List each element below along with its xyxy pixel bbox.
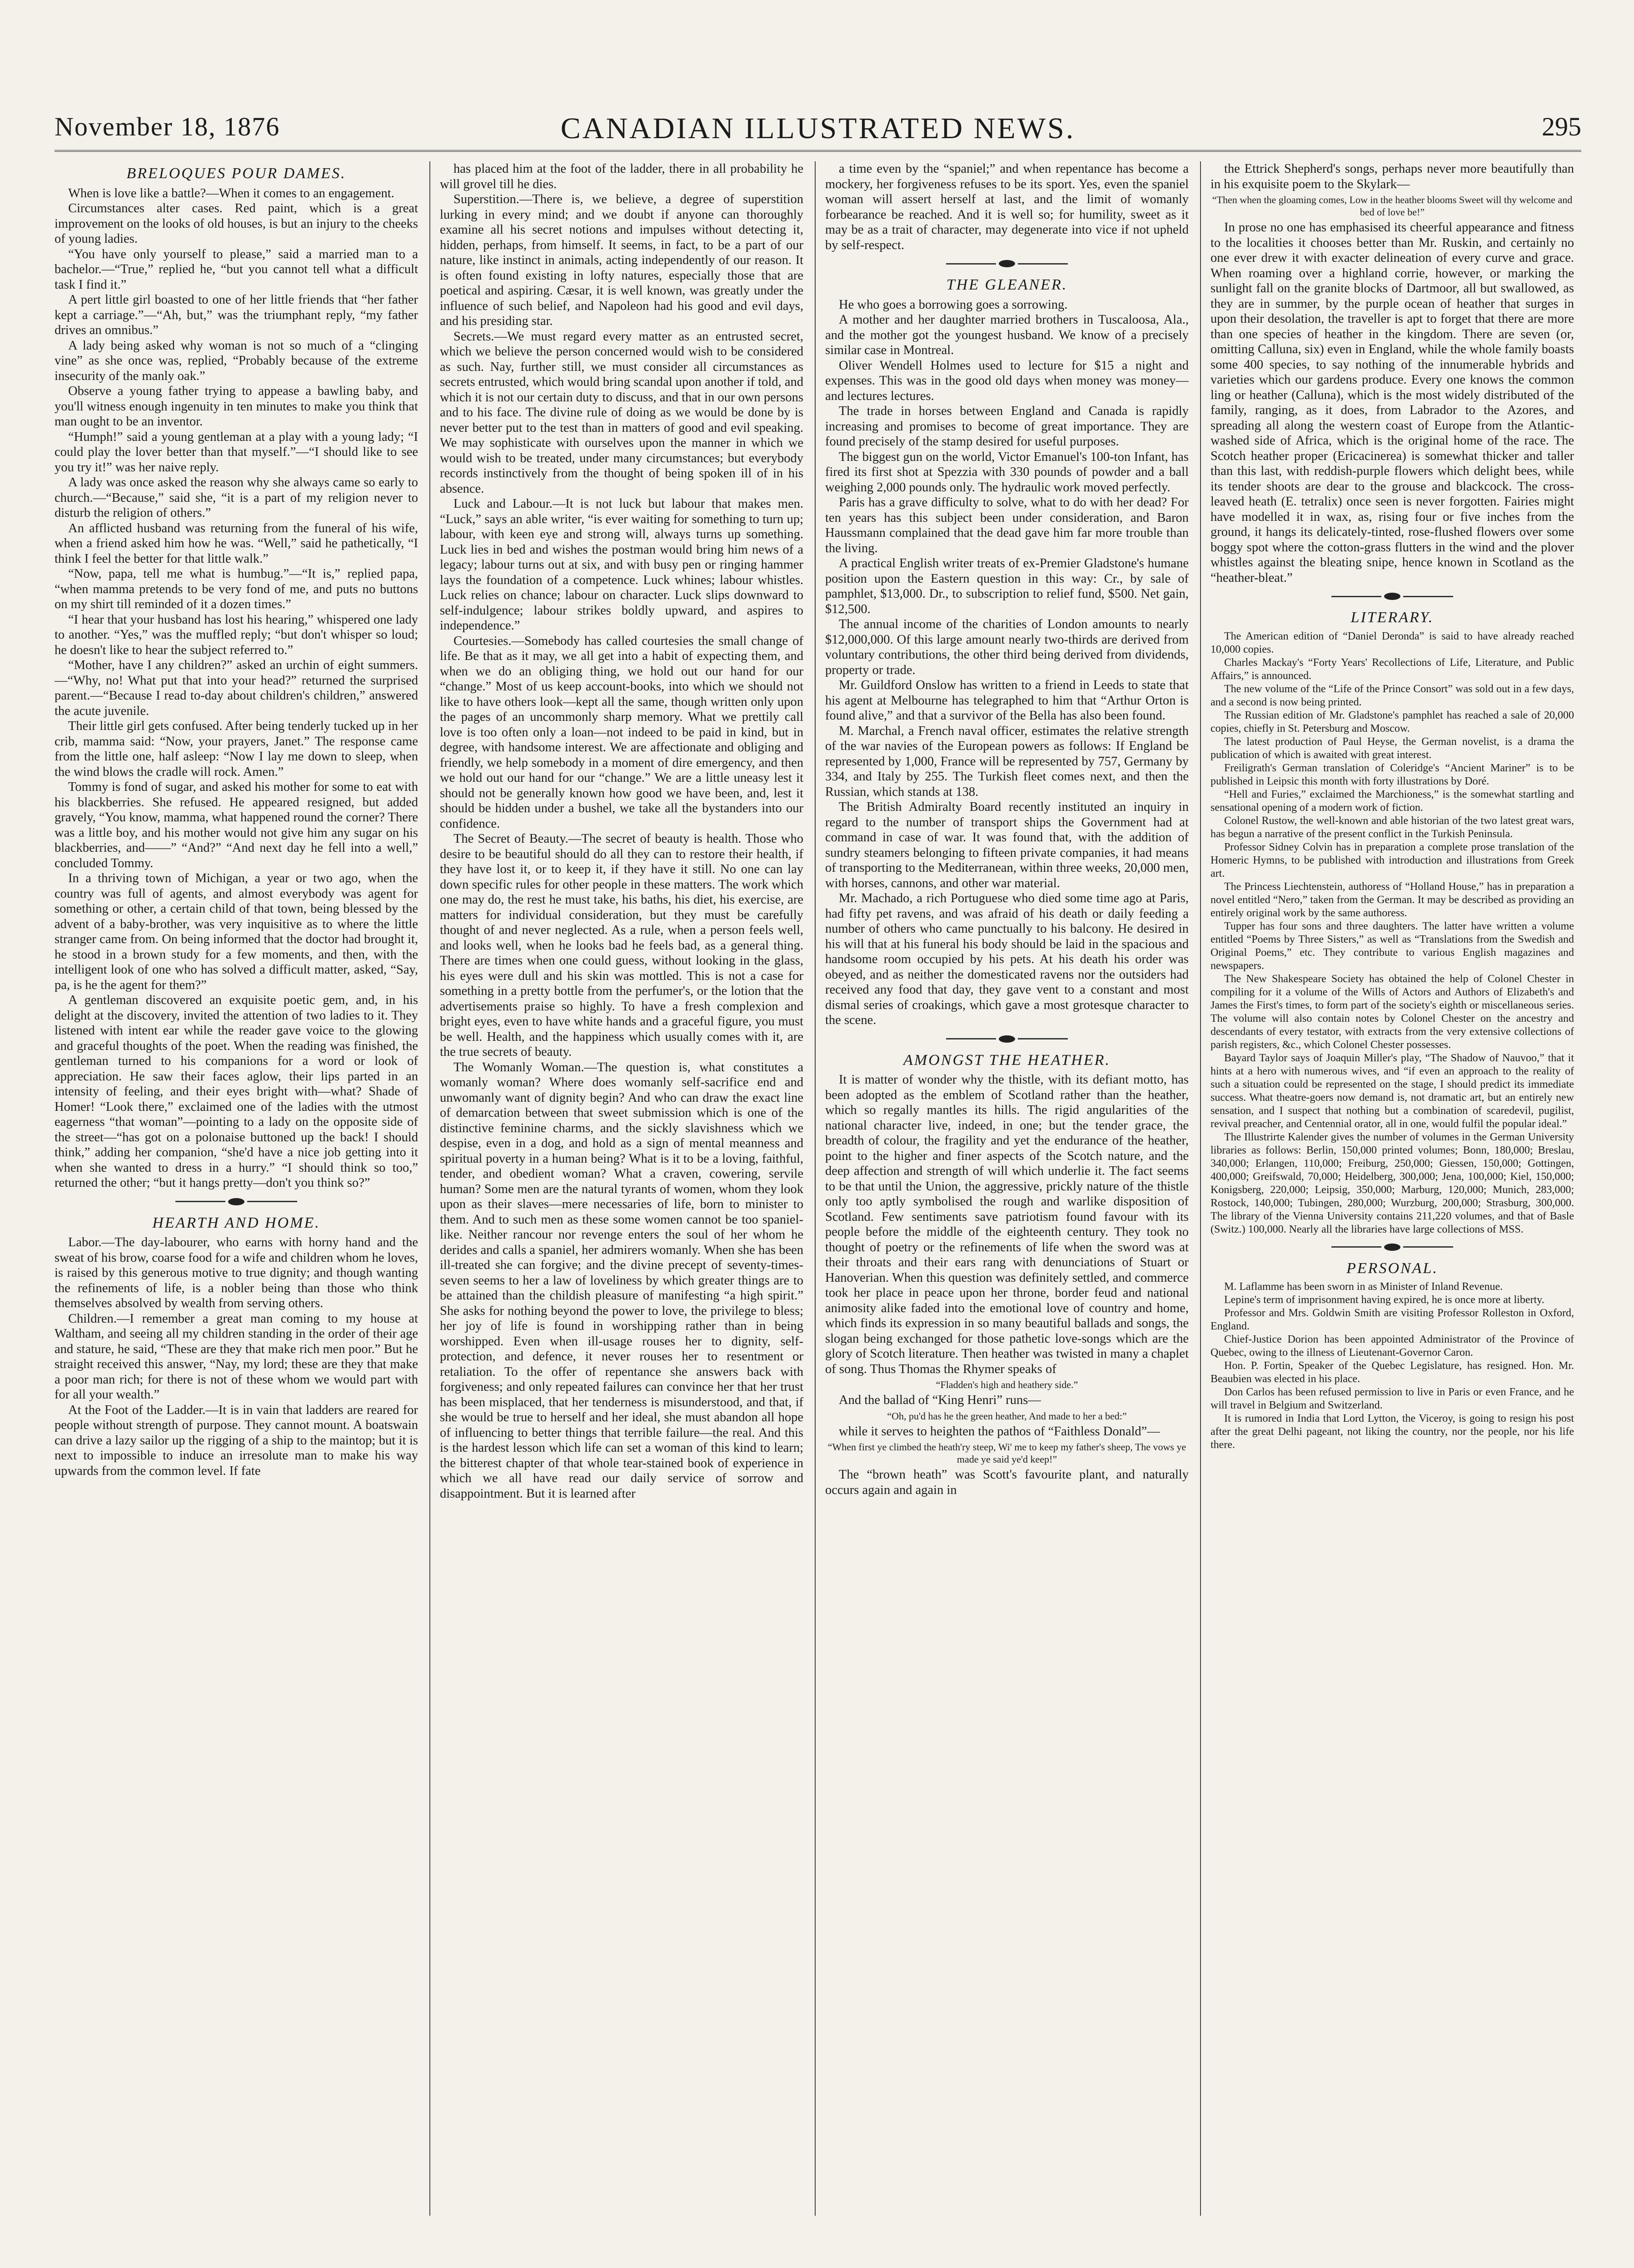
section-divider-ornament	[825, 260, 1189, 267]
paragraph: The Illustrirte Kalender gives the number of volumes in the German University libraries as follows: Berlin, 150,000 printed volumes; Bonn, 180,000; Breslau, 340,000; Erlangen, 110,000; Freiburg, 250,000; Giessen, 150,000; Gottingen, 400,000; Greifswald, 70,000; Heidelberg, 300,000; Jena, 100,000; Kiel, 150,000; Konigsberg, 220,000; Leipsig, 350,000; Marburg, 120,000; Munich, 283,000; Rostock, 140,000; Tubingen, 280,000; Wurzburg, 200,000; Strasburg, 300,000. The library of the Vienna University contains 211,220 volumes, and that of Basle (Switz.) 100,000. Nearly all the libraries have large collections of MSS.	[1211, 1131, 1574, 1235]
section-divider-ornament	[1211, 593, 1574, 600]
column-rule	[429, 161, 430, 2216]
paragraph: At the Foot of the Ladder.—It is in vain that ladders are reared for people without strength of purpose. They cannot mount. A boatswain can drive a lazy sailor up the rigging of a ship to the maintop; but it is next to impossible to induce an irresolute man to make his way upwards from the common level. If fate	[55, 1403, 418, 1478]
paragraph: Secrets.—We must regard every matter as an entrusted secret, which we believe the person concerned would wish to be considered as such. Nay, further still, we must consider all circumstances as secrets entrusted, which would bring scandal upon another if told, and which it is not our certain duty to discuss, and that in our own persons and to his face. The divine rule of doing as we would be done by is never better put to the test than in matters of good and evil speaking. We may sophisticate with ourselves upon the manner in which we would wish to be treated, under many circumstances; but everybody records instinctively from the thought of being spoken ill of in his absence.	[440, 329, 803, 496]
paragraph: It is rumored in India that Lord Lytton, the Viceroy, is going to resign his post after the great Delhi pageant, not liking the country, nor the people, nor his life there.	[1211, 1413, 1574, 1451]
paragraph: The Princess Liechtenstein, authoress of “Holland House,” has in preparation a novel entitled “Nero,” taken from the German. It may be described as providing an entirely original work by the same authoress.	[1211, 880, 1574, 919]
masthead-title: CANADIAN ILLUSTRATED NEWS.	[560, 112, 1076, 145]
paragraph: The new volume of the “Life of the Prince Consort” was sold out in a few days, and a second is now being printed.	[1211, 683, 1574, 708]
paragraph: The Russian edition of Mr. Gladstone's pamphlet has reached a sale of 20,000 copies, chiefly in St. Petersburg and Moscow.	[1211, 709, 1574, 734]
personal-body	[1211, 1280, 1574, 1452]
paragraph: Don Carlos has been refused permission to live in Paris or even France, and he will travel in Belgium and Switzerland.	[1211, 1386, 1574, 1411]
page-header	[55, 107, 1581, 148]
paragraph: Superstition.—There is, we believe, a degree of superstition lurking in every mind; and we doubt if anyone can thoroughly examine all his secret notions and impulses without detecting it, hidden, perhaps, from himself. It seems, in fact, to be a part of our nature, like instinct in animals, acting independently of our reason. It is often found existing in lofty natures, especially those that are poetical and aspiring. Cæsar, it is well known, was greatly under the influence of such belief, and Napoleon had his good and evil days, and his presiding star.	[440, 192, 803, 328]
paragraph: Luck and Labour.—It is not luck but labour that makes men. “Luck,” says an able writer, “is ever waiting for something to turn up; labour, with keen eye and strong will, always turns up something. Luck lies in bed and wishes the postman would bring him news of a legacy; labour turns out at six, and with busy pen or ringing hammer lays the foundation of a competence. Luck whines; labour whistles. Luck relies on chance; labour on character. Luck slips downward to self-indulgence; labour strikes boldly upward, and aspires to independence.”	[440, 497, 803, 633]
column-rule	[815, 161, 816, 2216]
paragraph: Charles Mackay's “Forty Years' Recollections of Life, Literature, and Public Affairs,” is announced.	[1211, 656, 1574, 682]
verse-quote: “Oh, pu'd has he the green heather, And made to her a bed:”	[887, 1410, 1127, 1422]
paragraph: a time even by the “spaniel;” and when repentance has become a mockery, her forgiveness refuses to be its sport. Yes, even the spaniel woman will assert herself at last, and the limit of womanly forbearance be reached. And it is well so; for humility, sweet as it may be as a trait of character, may degenerate into vice if not upheld by self-respect.	[825, 162, 1189, 252]
paragraph: Tommy is fond of sugar, and asked his mother for some to eat with his blackberries. She refused. He appeared resigned, but added gravely, “You know, mamma, what happened round the corner? There was a little boy, and his mother would not give him any sugar on his blackberries, and——” “And?” “And next day he fell into a well,” concluded Tommy.	[55, 780, 418, 870]
paragraph: Tupper has four sons and three daughters. The latter have written a volume entitled “Poems by Three Sisters,” as well as “Translations from the Swedish and Original Poems,” etc. They contribute to various English magazines and newspapers.	[1211, 920, 1574, 972]
column-rule	[1200, 161, 1201, 2216]
paragraph: Oliver Wendell Holmes used to lecture for $15 a night and expenses. This was in the good old days when money was money—and lectures lectures.	[825, 358, 1189, 403]
paragraph: Freiligrath's German translation of Coleridge's “Ancient Mariner” is to be published in Leipsic this month with forty illustrations by Doré.	[1211, 762, 1574, 787]
section-divider-ornament	[825, 1035, 1189, 1043]
paragraph: The latest production of Paul Heyse, the German novelist, is a drama the publication of which is awaited with great interest.	[1211, 735, 1574, 761]
paragraph: A lady was once asked the reason why she always came so early to church.—“Because,” said she, “it is a part of my religion never to disturb the religion of others.”	[55, 475, 418, 520]
paragraph: When is love like a battle?—When it comes to an engagement.	[68, 186, 394, 200]
paragraph: Mr. Machado, a rich Portuguese who died some time ago at Paris, had fifty pet ravens, and was afraid of his death or daily feeding a number of others who came punctually to his balcony. He desired in his will that at his funeral his body should be laid in the spacious and handsome room occupied by his pets. At his death his order was obeyed, and as neither the domesticated ravens nor the outsiders had received any food that day, they gave vent to a constant and most dismal series of croakings, which gave a most grotesque character to the scene.	[825, 891, 1189, 1027]
paragraph: An afflicted husband was returning from the funeral of his wife, when a friend asked him how he was. “Well,” said he pathetically, “I think I feel the better for that little walk.”	[55, 521, 418, 566]
paragraph: A pert little girl boasted to one of her little friends that “her father kept a carriage.”—“Ah, but,” was the triumphant reply, “my father drives an omnibus.”	[55, 293, 418, 337]
page-number: 295	[1542, 112, 1581, 141]
issue-date: November 18, 1876	[55, 112, 280, 141]
paragraph: Mr. Guildford Onslow has written to a friend in Leeds to state that his agent at Melbourne has telegraphed to him that “Arthur Orton is found alive,” and that a survivor of the Bella has also been found.	[825, 678, 1189, 723]
paragraph: M. Laflamme has been sworn in as Minister of Inland Revenue.	[1224, 1281, 1503, 1293]
section-title-heather: AMONGST THE HEATHER.	[903, 1051, 1111, 1069]
section-title-literary: LITERARY.	[1350, 609, 1434, 626]
section-title-hearth-and-home: HEARTH AND HOME.	[152, 1214, 320, 1231]
section-title-personal: PERSONAL.	[1346, 1259, 1438, 1277]
section-title-breloques: BRELOQUES POUR DAMES.	[126, 165, 346, 182]
paragraph: “Humph!” said a young gentleman at a play with a young lady; “I could play the lover better than that myself.”—“I should like to see you try it!” was her naive reply.	[55, 430, 418, 475]
paragraph: A mother and her daughter married brothers in Tuscaloosa, Ala., and the mother got the youngest husband. We know of a precisely similar case in Montreal.	[825, 313, 1189, 357]
paragraph: A gentleman discovered an exquisite poetic gem, and, in his delight at the discovery, invited the attention of two ladies to it. They listened with intent ear while the reader gave voice to the glowing and graceful thoughts of the poet. When the reading was finished, the gentleman turned to his companions for a word or look of appreciation. He saw their faces aglow, their lips parted in an intensity of feeling, and their eyes bright with—what? Shade of Homer! “Look there,” exclaimed one of the ladies with the utmost eagerness “that woman”—pointing to a lady on the opposite side of the street—“has got on a polonaise buttoned up the back! I should think,” adding her companion, “she'd have a nice job getting into it when she wanted to dress in a hurry.” “I should think so too,” returned the other; “but it hangs pretty—don't you think so?”	[55, 993, 418, 1190]
paragraph: has placed him at the foot of the ladder, there in all probability he will grovel till he dies.	[440, 162, 803, 191]
paragraph: The Womanly Woman.—The question is, what constitutes a womanly woman? Where does womanly self-sacrifice end and unwomanly want of dignity begin? And who can draw the exact line of demarcation between that sweet submission which is one of the distinctive feminine charms, and the sickly slavishness which we despise, even in a dog, and hold as a sign of mental meanness and spiritual poverty in a human being? What is it to be a loving, faithful, tender, and obedient woman? What a craven, cowering, servile human? Some men are the natural tyrants of women, whom they look upon as their slaves—mere necessaries of life, born to minister to them. And to such men as these some women cannot be too spaniel-like. Neither rancour nor revenge enters the soul of her whom he derides and calls a spaniel, her admirers womanly. When she has been ill-treated she can forgive; and the divine precept of seventy-times-seven seems to her a law of loveliness by which greater things are to be attained than the childish pleasure of manifesting “a high spirit.” She asks for nothing beyond the power to love, the privilege to bless; her joy of life is found in worshipping rather than in being worshipped. Even when ill-usage rouses her to dignity, self-protection, and defence, it never rouses her to resentment or retaliation. To the offer of repentance she answers back with forgiveness; and only repeated failures can convince her that her trust has been misplaced, that her tenderness is misunderstood, and that, if she would be true to herself and her ideal, she must abandon all hope of influencing to better things that terrible failure—the real. And this is the hardest lesson which life can set a woman of this kind to learn; the bitterest chapter of that whole tear-stained book of experience in which we all have read our daily service of sorrow and disappointment. But it is learned after	[440, 1060, 803, 1501]
paragraph: Colonel Rustow, the well-known and able historian of the two latest great wars, has begun a narrative of the present conflict in the Turkish Peninsula.	[1211, 814, 1574, 840]
paragraph: The annual income of the charities of London amounts to nearly $12,000,000. Of this large amount nearly two-thirds are derived from voluntary contributions, the other third being derived from dividends, property or trade.	[825, 617, 1189, 677]
paragraph: Labor.—The day-labourer, who earns with horny hand and the sweat of his brow, coarse food for a wife and children whom he loves, is raised by this generous motive to true dignity; and though wanting the refinements of life, is a nobler being than those who think themselves absolved by wealth from serving others.	[55, 1235, 418, 1310]
paragraph: Hon. P. Fortin, Speaker of the Quebec Legislature, has resigned. Hon. Mr. Beaubien was elected in his place.	[1211, 1360, 1574, 1385]
paragraph: “Now, papa, tell me what is humbug.”—“It is,” replied papa, “when mamma pretends to be very fond of me, and puts no buttons on my shirt till reminded of it a dozen times.”	[55, 567, 418, 611]
paragraph: The biggest gun on the world, Victor Emanuel's 100-ton Infant, has fired its first shot at Spezzia with 330 pounds of powder and a ball weighing 2,000 pounds only. The hydraulic work moved perfectly.	[825, 450, 1189, 495]
column-2	[440, 161, 803, 2216]
paragraph: The “brown heath” was Scott's favourite plant, and naturally occurs again and again in	[825, 1468, 1189, 1497]
paragraph: Bayard Taylor says of Joaquin Miller's play, “The Shadow of Nauvoo,” that it hints at a hero with numerous wives, and “if even an approach to the reality of such a situation could be represented on the stage, I should predict its immediate success. What theatre-goers now demand is, not dramatic art, but an entirely new sensation, and I suspect that nothing but a combination of scaredevil, pugilist, revival preacher, and Centennial orator, all in one, would fulfil the popular ideal.”	[1211, 1052, 1574, 1130]
paragraph: “Hell and Furies,” exclaimed the Marchioness,” is the somewhat startling and sensational opening of a modern work of fiction.	[1211, 788, 1574, 814]
paragraph: Observe a young father trying to appease a bawling baby, and you'll witness enough ingenuity in ten minutes to make you think that man ought to be an inventor.	[55, 384, 418, 429]
paragraph: Children.—I remember a great man coming to my house at Waltham, and seeing all my children standing in the order of their age and stature, he said, “These are they that make rich men poor.” But he straight received this answer, “Nay, my lord; these are they that make a poor man rich; for there is not of these whom we would part with for all your wealth.”	[55, 1311, 418, 1402]
paragraph: And the ballad of “King Henri” runs—	[839, 1393, 1041, 1407]
hearth-body	[55, 1235, 418, 1479]
paragraph: Circumstances alter cases. Red paint, which is a great improvement on the looks of old houses, is but an injury to the cheeks of young ladies.	[55, 201, 418, 246]
paragraph: Lepine's term of imprisonment having expired, he is once more at liberty.	[1224, 1294, 1544, 1306]
paragraph: The American edition of “Daniel Deronda” is said to have already reached 10,000 copies.	[1211, 630, 1574, 655]
paragraph: Chief-Justice Dorion has been appointed Administrator of the Province of Quebec, owing to the illness of Lieutenant-Governor Caron.	[1211, 1334, 1574, 1359]
breloques-body	[55, 186, 418, 1191]
verse-quote: “When first ye climbed the heath'ry steep, Wi' me to keep my father's sheep, The vows ye made ye said ye'd keep!”	[827, 1441, 1186, 1465]
paragraph: The British Admiralty Board recently instituted an inquiry in regard to the number of transport ships the Government had at command in case of war. It was found that, with the addition of sundry steamers belonging to fifteen private companies, it had means of transporting to the Mediterranean, within three weeks, 20,000 men, with horses, cannons, and other war material.	[825, 800, 1189, 890]
column-3	[825, 161, 1189, 2216]
paragraph: In prose no one has emphasised its cheerful appearance and fitness to the localities it chooses better than Mr. Ruskin, and certainly no one ever drew it with exacter delineation of every curve and grace. When roaming over a highland corrie, however, or marking the sunlight fall on the granite blocks of Dartmoor, all but swallowed, as they are in summer, by the purple ocean of heather that surges in upon their desolation, the traveller is apt to forget that there are more than one species of heather in the kingdom. There are seven (or, omitting Calluna, six) even in England, while the whole family boasts some 400 species, to say nothing of the innumerable hybrids and varieties which our gardens produce. Every one knows the common ling or heather (Calluna), which is the most widely distributed of the family, ranging, as it does, from Labrador to the Azores, and spreading all along the western coast of Europe from the Atlantic-washed side of Africa, which is the original home of the race. The Scotch heather proper (Ericacinerea) is somewhat thicker and taller than this last, with reddish-purple flowers which delight bees, while its tender shoots are dear to the grouse and blackcock. The cross-leaved heath (E. tetralix) once seen is never forgotten. Fairies might have modelled it in wax, as, rising four or five inches from the ground, it hangs its delicately-tinted, rose-flushed flowers over some boggy spot where the cotton-grass flutters in the wind and the plover whistles against the bleating snipe, hence known in Scotland as the “heather-bleat.”	[1211, 220, 1574, 585]
paragraph: “You have only yourself to please,” said a married man to a bachelor.—“True,” replied he, “but you cannot tell what a difficult task I find it.”	[55, 247, 418, 292]
paragraph: A lady being asked why woman is not so much of a “clinging vine” as she once was, replied, “Probably because of the extreme insecurity of the manly oak.”	[55, 338, 418, 383]
paragraph: Their little girl gets confused. After being tenderly tucked up in her crib, mamma said: “Now, your prayers, Janet.” The response came from the little one, half asleep: “Now I lay me down to sleep, when the wind blows the cradle will rock. Amen.”	[55, 719, 418, 779]
literary-body	[1211, 630, 1574, 1236]
column-4	[1211, 161, 1574, 2216]
paragraph: Professor Sidney Colvin has in preparation a complete prose translation of the Homeric Hymns, to be published with introduction and illustrations from Greek art.	[1211, 841, 1574, 879]
paragraph: Professor and Mrs. Goldwin Smith are visiting Professor Rolleston in Oxford, England.	[1211, 1307, 1574, 1332]
section-title-gleaner: THE GLEANER.	[946, 276, 1068, 293]
paragraph: the Ettrick Shepherd's songs, perhaps never more beautifully than in his exquisite poem to the Skylark—	[1211, 162, 1574, 191]
paragraph: The Secret of Beauty.—The secret of beauty is health. Those who desire to be beautiful should do all they can to restore their health, if they have lost it, or to keep it, if they have it still. No one can lay down specific rules for other people in these matters. The work which one may do, the rest he must take, his baths, his diet, his exercise, are matters for individual consideration, but they must be carefully thought of and never neglected. As a rule, when a person feels well, and looks well, when he looks bad he feels bad, as a general thing. There are times when one could guess, without looking in the glass, his eyes were dull and his skin was mottled. This is not a case for something in a pretty bottle from the perfumer's, or the lotion that the advertisements praise so highly. To have a fresh complexion and bright eyes, even to have white hands and a graceful figure, you must be well. Health, and the happiness which usually comes with it, are the true secrets of beauty.	[440, 832, 803, 1059]
paragraph: The trade in horses between England and Canada is rapidly increasing and promises to become of great importance. They are found precisely of the stamp desired for useful purposes.	[825, 404, 1189, 449]
paragraph: In a thriving town of Michigan, a year or two ago, when the country was full of agents, and almost everybody was agent for something or other, a certain child of that town, being blessed by the advent of a baby-brother, was very inquisitive as to where the little stranger came from. On being informed that the doctor had brought it, he stood in a brown study for a few moments, and then, with the intelligent look of one who has solved a difficult matter, asked, “Say, pa, is he the agent for them?”	[55, 871, 418, 992]
paragraph: A practical English writer treats of ex-Premier Gladstone's humane position upon the Eastern question in this way: Cr., by sale of pamphlet, $13,000. Dr., to subscription to relief fund, $500. Net gain, $12,500.	[825, 556, 1189, 616]
paragraph: Courtesies.—Somebody has called courtesies the small change of life. Be that as it may, we all get into a habit of expecting them, and when we do an obliging thing, we hold out our hand for our “change.” Most of us keep account-books, into which we should not like to have others look—kept all the same, though written only upon the pages of an uncommonly sharp memory. What we prettily call love is too often only a loan—not indeed to be paid in kind, but in degree, with handsome interest. We are affectionate and obliging and friendly, we help somebody in a moment of dire emergency, and then we hold out our hand for our “change.” We are a little uneasy lest it should not be generally known how good we have been, and, lest it should be hidden under a bushel, we take all the bystanders into our confidence.	[440, 634, 803, 831]
column-1	[55, 161, 418, 2216]
section-divider-ornament	[1211, 1244, 1574, 1251]
header-rule	[55, 150, 1581, 152]
paragraph: “I hear that your husband has lost his hearing,” whispered one lady to another. “Yes,” was the muffled reply; “but don't whisper so loud; he doesn't like to hear the subject referred to.”	[55, 612, 418, 657]
paragraph: while it serves to heighten the pathos of “Faithless Donald”—	[839, 1424, 1160, 1439]
paragraph: He who goes a borrowing goes a sorrowing.	[839, 297, 1068, 312]
paragraph: Paris has a grave difficulty to solve, what to do with her dead? For ten years has this subject been under consideration, and Baron Haussmann complained that the dead gave him far more trouble than the living.	[825, 495, 1189, 555]
verse-quote: “Then when the gloaming comes, Low in the heather blooms Sweet will thy welcome and bed of love be!”	[1212, 194, 1573, 218]
verse-quote: “Fladden's high and heathery side.”	[936, 1379, 1078, 1390]
paragraph: The New Shakespeare Society has obtained the help of Colonel Chester in compiling for it a volume of the Wills of Actors and Authors of Elizabeth's and James the First's times, to form part of the society's eighth or miscellaneous series. The volume will also contain notes by Colonel Chester on the ancestry and descendants of every testator, with extracts from the very extensive collections of parish registers, &c., which Colonel Chester possesses.	[1211, 973, 1574, 1051]
paragraph: “Mother, have I any children?” asked an urchin of eight summers.—“Why, no! What put that into your head?” returned the surprised parent.—“Because I read to-day about children's children,” answered the acute juvenile.	[55, 658, 418, 718]
paragraph: It is matter of wonder why the thistle, with its defiant motto, has been adopted as the emblem of Scotland rather than the heather, which so regally mantles its hills. The rigid angularities of the national character live, indeed, in one; but the tender grace, the breadth of colour, the fragility and yet the endurance of the heather, point to the higher and finer aspects of the Scotch nature, and the deep affection and strength of will which underlie it. The fact seems to be that until the Union, the aggressive, prickly nature of the thistle only too aptly symbolised the rough and warlike disposition of Scotland. Few sentiments save patriotism found favour with its people before the middle of the eighteenth century. They took no thought of poetry or the refinements of life when the sword was at their throats and their ears rang with denunciations of Stuart or Hanoverian. When this question was definitely settled, and commerce took her place in peace upon her throne, border feud and national animosity alike faded into the emotional love of country and home, which finds its expression in so many beautiful ballads and songs, the slogan being exchanged for those pathetic love-songs which are the glory of Scotch literature. Then heather was twisted in many a chaplet of song. Thus Thomas the Rhymer speaks of	[825, 1073, 1189, 1376]
paragraph: M. Marchal, a French naval officer, estimates the relative strength of the war navies of the European powers as follows: If England be represented by 1,000, France will be represented by 757, Germany by 334, and Italy by 255. The Turkish fleet comes next, and then the Russian, which stands at 138.	[825, 724, 1189, 799]
section-divider-ornament	[55, 1198, 418, 1205]
